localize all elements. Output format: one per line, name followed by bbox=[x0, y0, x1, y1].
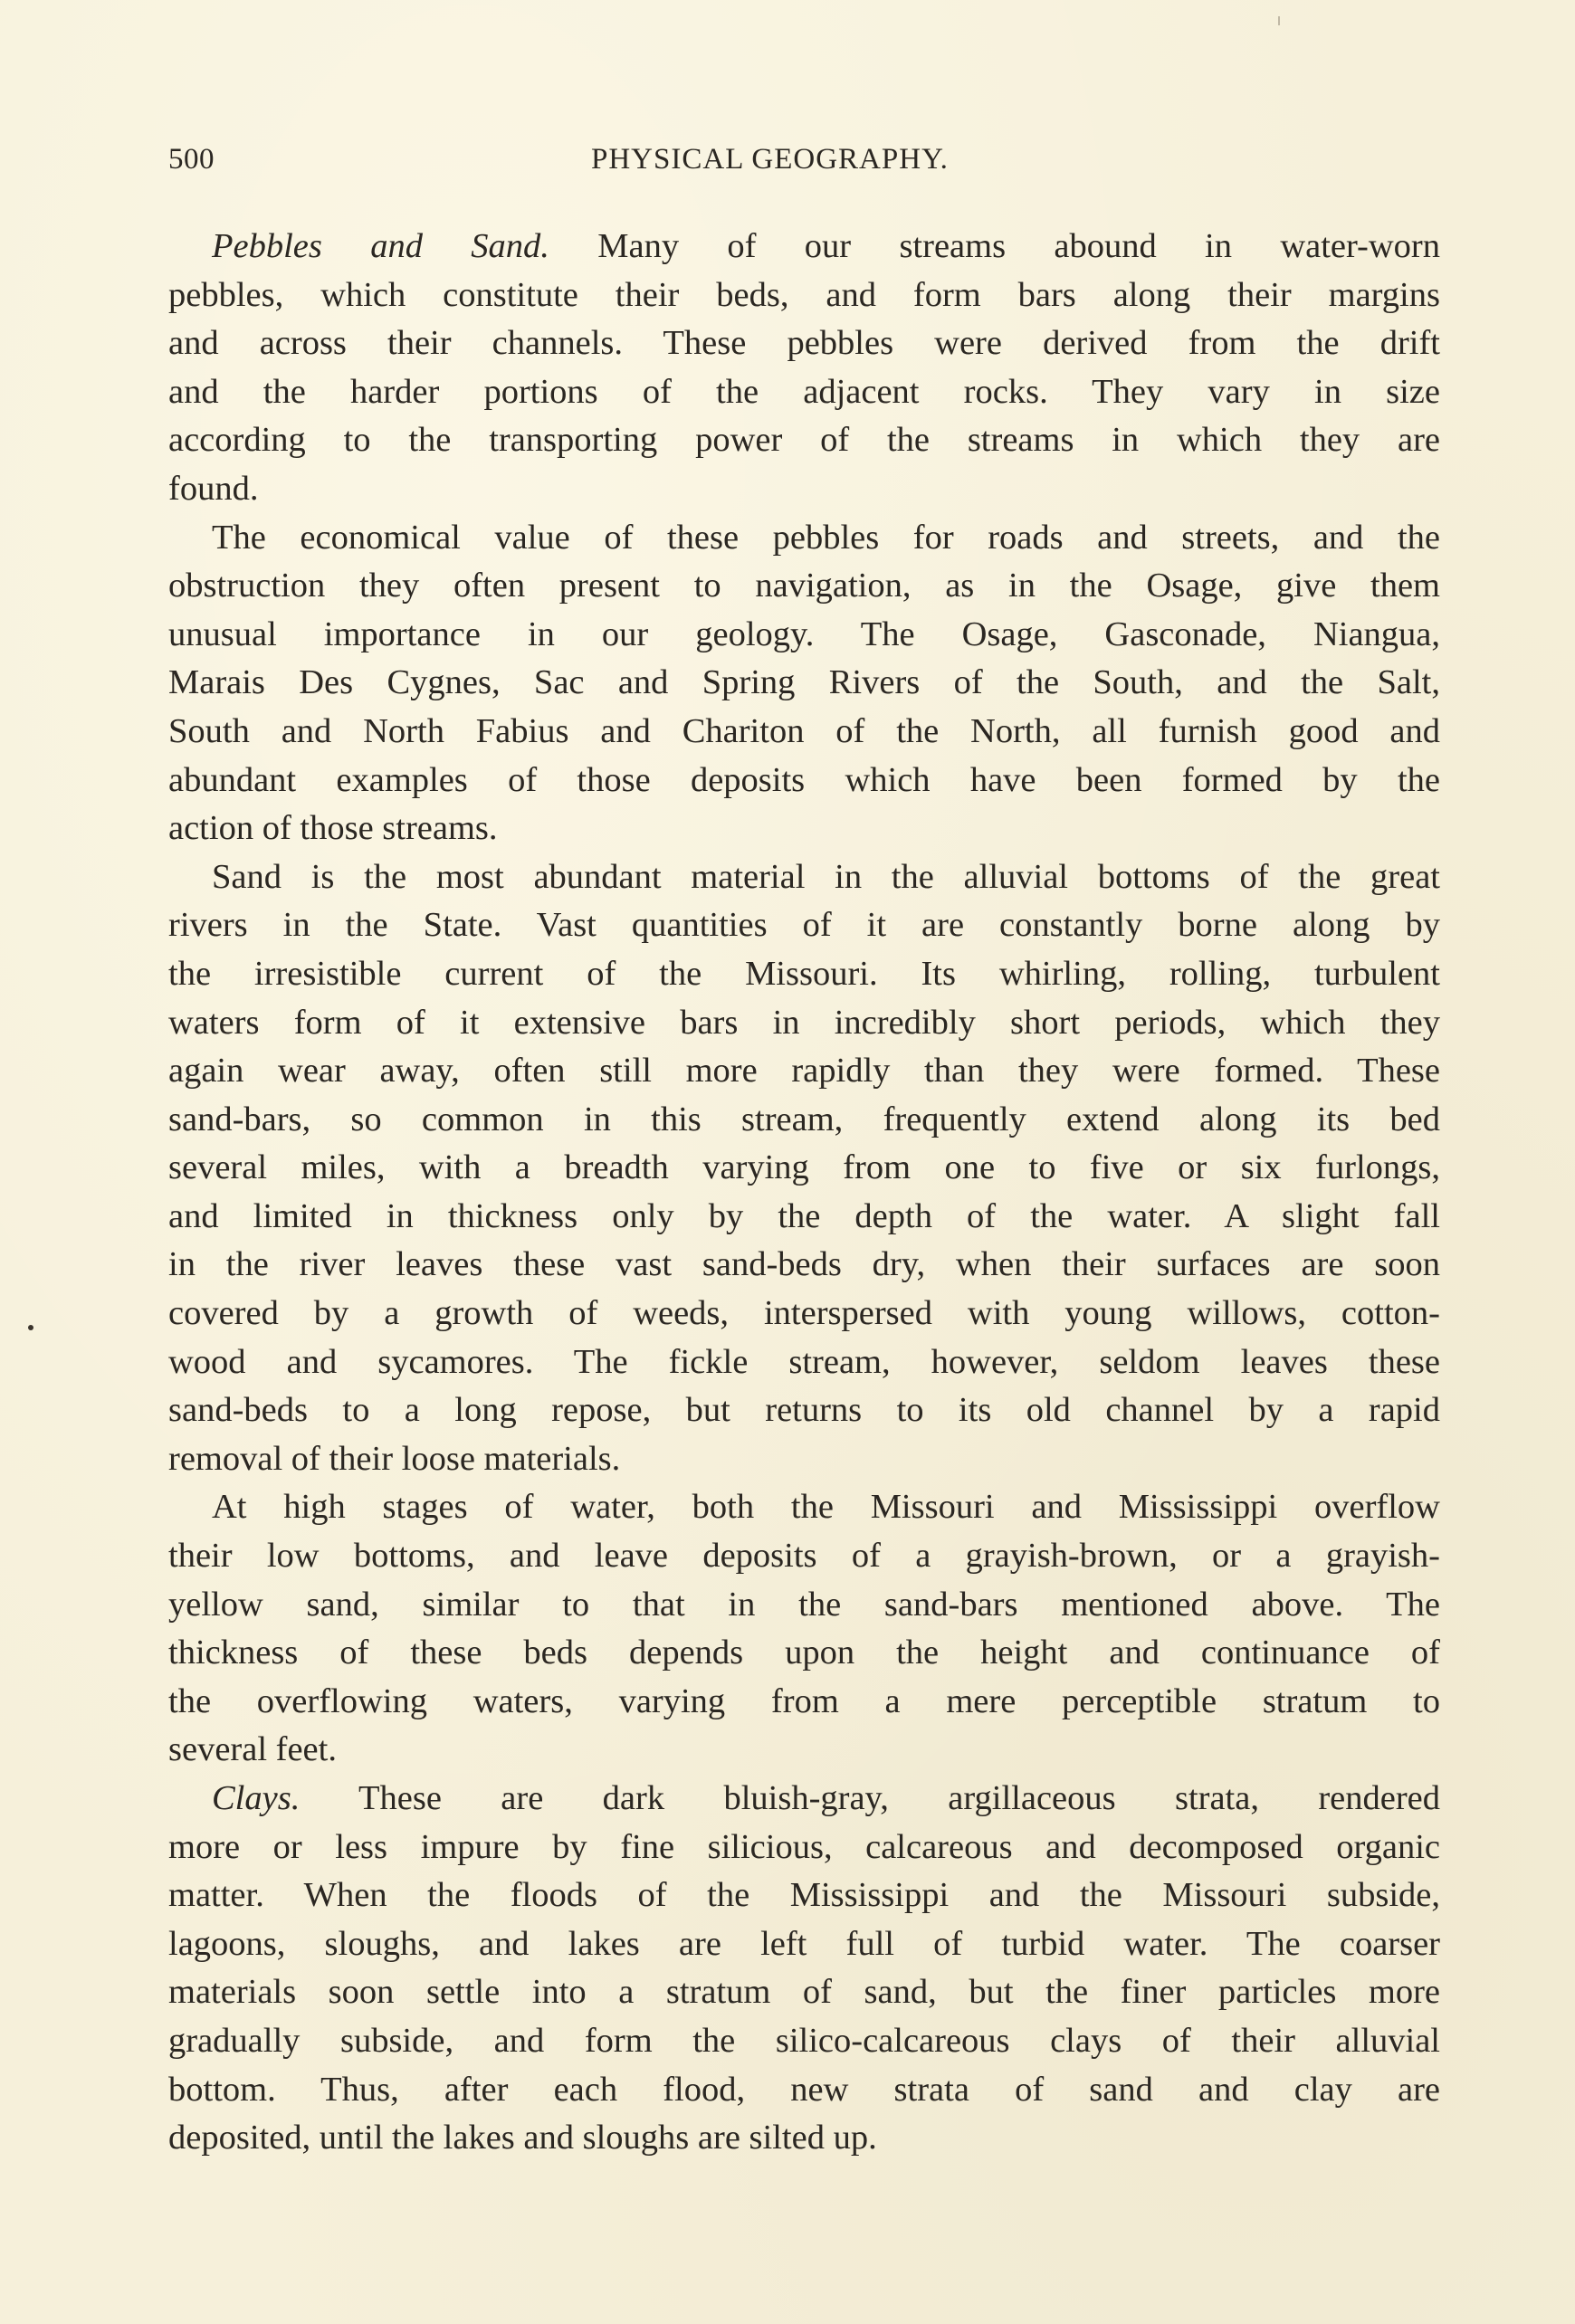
text-line: sand-beds to a long repose, but returns to its old channel by a rapid bbox=[168, 1391, 1440, 1430]
text-line: the irresistible current of the Missouri. Its whirling, rolling, turbulent bbox=[168, 954, 1440, 993]
body-text bbox=[168, 223, 1440, 2163]
text-line: South and North Fabius and Chariton of the North, all furnish good and bbox=[168, 711, 1440, 750]
text-line: and the harder portions of the adjacent rocks. They vary in size bbox=[168, 372, 1440, 411]
text-line: materials soon settle into a stratum of sand, but the finer particles more bbox=[168, 1973, 1440, 2012]
running-title: PHYSICAL GEOGRAPHY. bbox=[591, 143, 949, 176]
text-line: removal of their loose materials. bbox=[168, 1439, 621, 1478]
text-line: according to the transporting power of the streams in which they are bbox=[168, 421, 1440, 460]
text-line: deposited, until the lakes and sloughs are silted up. bbox=[168, 2119, 877, 2157]
text-line: yellow sand, similar to that in the sand-bars mentioned above. The bbox=[168, 1585, 1440, 1624]
text-line: sand-bars, so common in this stream, frequently extend along its bed bbox=[168, 1100, 1440, 1138]
text-line: unusual importance in our geology. The Osage, Gasconade, Niangua, bbox=[168, 614, 1440, 653]
text-line: At high stages of water, both the Missouri and Mississippi overflow bbox=[212, 1488, 1440, 1527]
text-line: again wear away, often still more rapidly than they were formed. These bbox=[168, 1052, 1440, 1091]
text-line: wood and sycamores. The fickle stream, however, seldom leaves these bbox=[168, 1342, 1440, 1381]
text-line: The economical value of these pebbles for roads and streets, and the bbox=[212, 518, 1440, 557]
text-line: found. bbox=[168, 469, 259, 508]
paragraph-high-stages bbox=[168, 1483, 1440, 1775]
paragraph-economical-value bbox=[168, 514, 1440, 853]
text-line: Marais Des Cygnes, Sac and Spring Rivers of the South, and the Salt, bbox=[168, 663, 1440, 702]
text-line: the overflowing waters, varying from a mere perceptible stratum to bbox=[168, 1681, 1440, 1720]
text-line: more or less impure by fine silicious, calcareous and decomposed organic bbox=[168, 1827, 1440, 1866]
text-line: in the river leaves these vast sand-beds dry, when their surfaces are soon bbox=[168, 1245, 1440, 1284]
text-line: Pebbles and Sand. Many of our streams abound in water-worn bbox=[212, 227, 1441, 265]
page-number: 500 bbox=[168, 143, 215, 176]
text-line: bottom. Thus, after each flood, new strata of sand and clay are bbox=[168, 2070, 1440, 2109]
text-line: Sand is the most abundant material in the alluvial bottoms of the great bbox=[212, 857, 1440, 896]
text-line: Clays. These are dark bluish-gray, argillaceous strata, rendered bbox=[212, 1779, 1440, 1817]
paper-speck bbox=[1278, 16, 1280, 25]
text-line: and across their channels. These pebbles were derived from the drift bbox=[168, 324, 1440, 363]
paragraph-clays bbox=[168, 1775, 1440, 2163]
text-line: their low bottoms, and leave deposits of a grayish-brown, or a grayish- bbox=[168, 1537, 1440, 1576]
text-line: obstruction they often present to navigation, as in the Osage, give them bbox=[168, 567, 1440, 605]
text-line: pebbles, which constitute their beds, and form bars along their margins bbox=[168, 275, 1440, 314]
text-line: waters form of it extensive bars in incredibly short periods, which they bbox=[168, 1003, 1440, 1042]
section-heading: Clays. bbox=[212, 1779, 301, 1817]
text-line: matter. When the floods of the Mississippi and the Missouri subside, bbox=[168, 1876, 1440, 1915]
text-line: several feet. bbox=[168, 1730, 337, 1769]
text-line: action of those streams. bbox=[168, 809, 498, 848]
section-heading: Pebbles and Sand. bbox=[212, 227, 549, 265]
paragraph-sand bbox=[168, 853, 1440, 1484]
text-line: thickness of these beds depends upon the height and continuance of bbox=[168, 1633, 1440, 1672]
text-line: abundant examples of those deposits which have been formed by the bbox=[168, 760, 1440, 799]
paragraph-pebbles-and-sand bbox=[168, 223, 1440, 514]
text-line: covered by a growth of weeds, interspersed with young willows, cotton- bbox=[168, 1294, 1440, 1333]
text-line: rivers in the State. Vast quantities of it are constantly borne along by bbox=[168, 906, 1440, 945]
text-line: several miles, with a breadth varying from one to five or six furlongs, bbox=[168, 1148, 1440, 1187]
running-head bbox=[168, 143, 1440, 183]
text-line: lagoons, sloughs, and lakes are left full of turbid water. The coarser bbox=[168, 1924, 1440, 1963]
margin-ink-spot bbox=[28, 1325, 33, 1330]
text-line: and limited in thickness only by the depth of the water. A slight fall bbox=[168, 1196, 1440, 1235]
text-line: gradually subside, and form the silico-calcareous clays of their alluvial bbox=[168, 2021, 1440, 2060]
